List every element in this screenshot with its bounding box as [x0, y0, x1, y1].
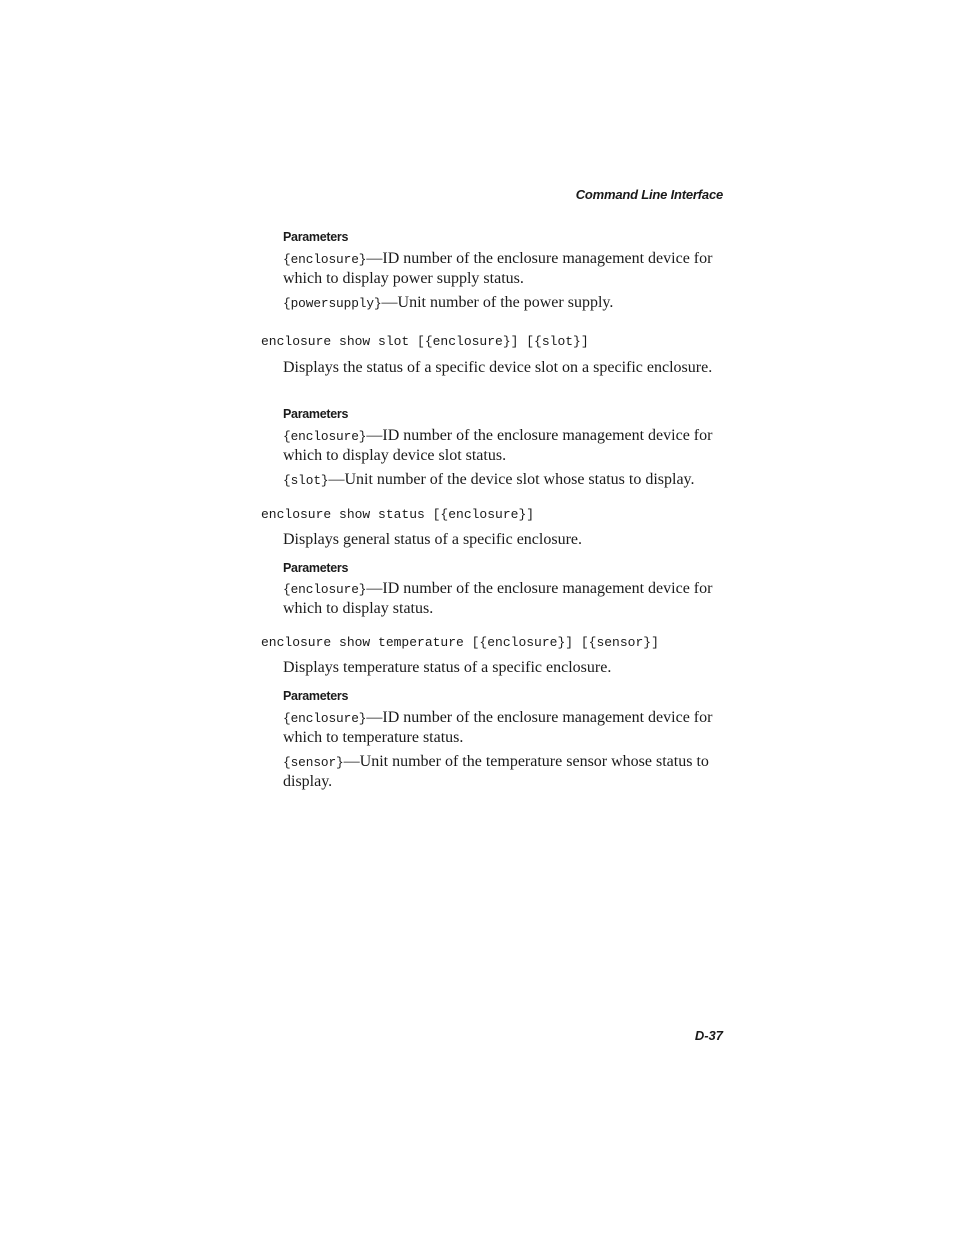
parameter-description	[283, 580, 728, 618]
parameter-text: —Unit number of the power supply.	[381, 294, 614, 311]
command-description: Displays general status of a specific enclosure.	[283, 531, 583, 548]
parameter-description	[283, 753, 728, 791]
command-description: Displays temperature status of a specific enclosure.	[283, 659, 612, 676]
parameter-name: {enclosure}	[283, 429, 367, 444]
command-syntax: enclosure show slot [{enclosure}] [{slot}]	[261, 334, 589, 349]
parameter-name: {enclosure}	[283, 711, 367, 726]
parameters-heading: Parameters	[283, 561, 349, 575]
parameter-description	[283, 294, 728, 314]
parameter-description	[283, 471, 728, 491]
parameters-heading: Parameters	[283, 407, 349, 421]
parameter-name: {slot}	[283, 473, 329, 488]
parameter-name: {sensor}	[283, 755, 344, 770]
parameter-description	[283, 709, 728, 747]
parameter-text: —ID number of the enclosure management device for which to display device slot status.	[283, 427, 713, 464]
parameter-text: —ID number of the enclosure management device for which to display power supply status.	[283, 250, 713, 287]
parameter-description	[283, 427, 728, 465]
parameter-text: —ID number of the enclosure management device for which to temperature status.	[283, 709, 713, 746]
command-description: Displays the status of a specific device slot on a specific enclosure.	[283, 359, 713, 376]
parameter-description	[283, 250, 728, 288]
parameter-name: {powersupply}	[283, 296, 382, 311]
parameter-name: {enclosure}	[283, 582, 367, 597]
running-header: Command Line Interface	[575, 187, 723, 202]
parameters-heading: Parameters	[283, 230, 349, 244]
command-syntax: enclosure show temperature [{enclosure}] [{sensor}]	[261, 635, 659, 650]
parameters-heading: Parameters	[283, 689, 349, 703]
parameter-text: —ID number of the enclosure management device for which to display status.	[283, 580, 713, 617]
parameter-name: {enclosure}	[283, 252, 367, 267]
command-syntax: enclosure show status [{enclosure}]	[261, 507, 535, 522]
page-number: D-37	[694, 1028, 723, 1043]
parameter-text: —Unit number of the device slot whose status to display.	[328, 471, 695, 488]
parameter-text: —Unit number of the temperature sensor whose status to display.	[283, 753, 709, 790]
